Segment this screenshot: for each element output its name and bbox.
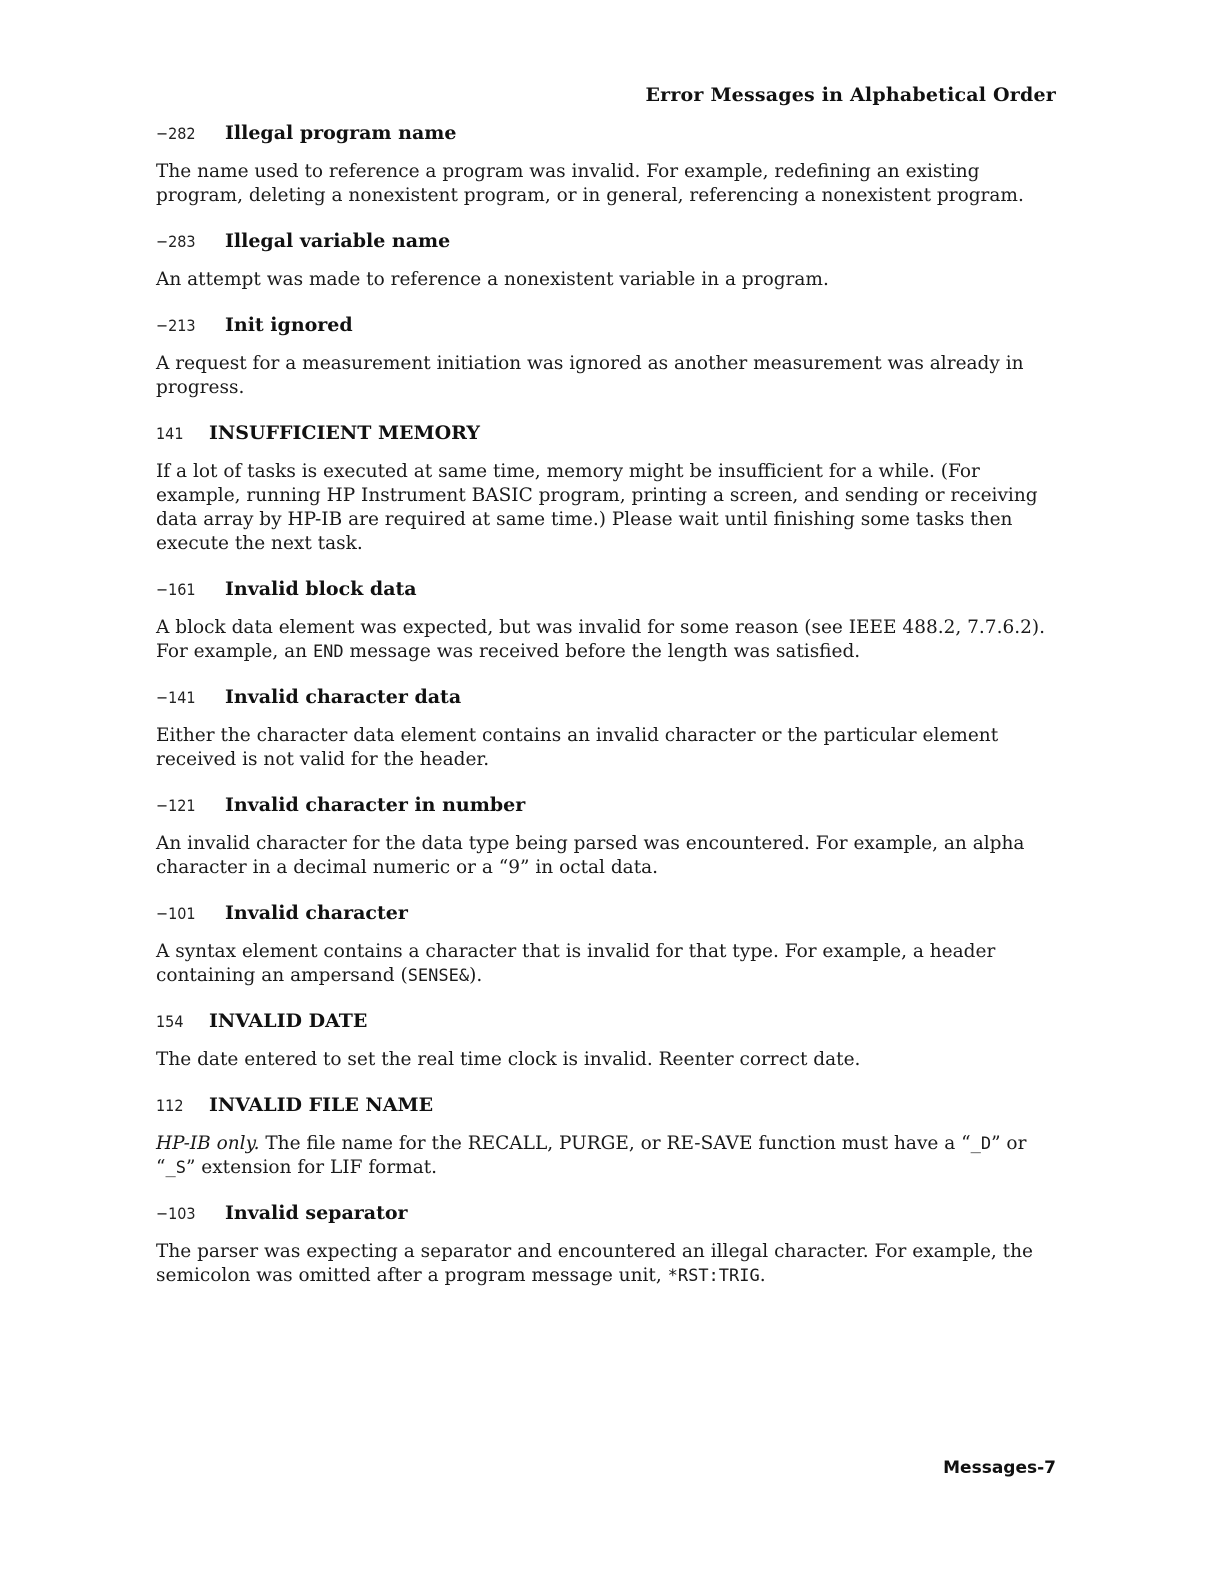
error-entry <box>156 686 1056 772</box>
description-text: A syntax element contains a character that is invalid for that type. For example, a header containing an ampersand ( <box>156 941 996 986</box>
description-text: ” extension for LIF format. <box>185 1157 438 1178</box>
error-entry <box>156 230 1056 292</box>
code-literal: *RST:TRIG <box>667 1266 760 1286</box>
code-literal: END <box>312 642 344 662</box>
hpib-only-note: HP-IB only. <box>156 1133 260 1154</box>
code-literal: _D <box>970 1134 992 1154</box>
error-code: −161 <box>156 580 196 599</box>
error-description: Either the character data element contains an invalid character or the particular element received is not valid for the header. <box>156 725 999 770</box>
description-text: message was received before the length was satisfied. <box>343 641 861 662</box>
error-entry <box>156 1094 1056 1180</box>
error-title: Illegal variable name <box>225 230 451 252</box>
error-description <box>156 616 1056 664</box>
code-literal: _S <box>165 1158 186 1178</box>
error-code: −103 <box>156 1204 196 1223</box>
error-code: −101 <box>156 904 196 923</box>
error-description: An invalid character for the data type being parsed was encountered. For example, an alpha character in a decimal numeric or a “9” in octal data. <box>156 833 1025 878</box>
error-description <box>156 1240 1056 1288</box>
error-title: INVALID FILE NAME <box>209 1094 434 1116</box>
error-code: 112 <box>156 1096 184 1115</box>
page-number: Messages-7 <box>943 1458 1056 1478</box>
error-title: INSUFFICIENT MEMORY <box>209 422 480 444</box>
error-code: 154 <box>156 1012 184 1031</box>
error-entry <box>156 1010 1056 1072</box>
error-description: The date entered to set the real time clock is invalid. Reenter correct date. <box>156 1049 861 1070</box>
error-code: −141 <box>156 688 196 707</box>
error-description: If a lot of tasks is executed at same time, memory might be insufficient for a while. (For example, running HP Instrument BASIC program, printing a screen, and sending or receiving data array by HP-IB are required at same time.) Please wait until finishing some tasks then execute the next task. <box>156 461 1038 554</box>
error-description: An attempt was made to reference a nonexistent variable in a program. <box>156 269 829 290</box>
error-description <box>156 940 1056 988</box>
description-text: ” or “ <box>156 1133 1027 1178</box>
description-text: The parser was expecting a separator and encountered an illegal character. For example, the semicolon was omitted after a program message unit, <box>156 1241 1033 1286</box>
error-description: A request for a measurement initiation was ignored as another measurement was already in progress. <box>156 353 1024 398</box>
error-title: Init ignored <box>225 314 353 336</box>
error-title: Invalid character data <box>225 686 462 708</box>
error-title: INVALID DATE <box>209 1010 368 1032</box>
error-title: Illegal program name <box>225 122 457 144</box>
error-entry <box>156 314 1056 400</box>
error-title: Invalid character in number <box>225 794 526 816</box>
error-title: Invalid block data <box>225 578 417 600</box>
error-entry <box>156 122 1056 208</box>
error-message-list <box>156 122 1056 1310</box>
description-text: A block data element was expected, but was invalid for some reason (see IEEE 488.2, 7.7.6.2). For example, an <box>156 617 1045 662</box>
error-entry <box>156 794 1056 880</box>
description-text: ). <box>469 965 483 986</box>
error-entry <box>156 422 1056 556</box>
error-entry <box>156 902 1056 988</box>
code-literal: SENSE& <box>407 966 470 986</box>
error-description: The name used to reference a program was invalid. For example, redefining an existing program, deleting a nonexistent program, or in general, referencing a nonexistent program. <box>156 161 1024 206</box>
error-code: −121 <box>156 796 196 815</box>
description-text: . <box>759 1265 766 1286</box>
error-code: −282 <box>156 124 196 143</box>
error-title: Invalid separator <box>225 1202 408 1224</box>
page-header-title: Error Messages in Alphabetical Order <box>645 84 1056 106</box>
error-description <box>156 1132 1056 1180</box>
error-code: −213 <box>156 316 196 335</box>
description-text: The file name for the RECALL, PURGE, or RE-SAVE function must have a “ <box>259 1133 971 1154</box>
error-entry <box>156 578 1056 664</box>
error-title: Invalid character <box>225 902 408 924</box>
error-code: 141 <box>156 424 184 443</box>
error-entry <box>156 1202 1056 1288</box>
error-code: −283 <box>156 232 196 251</box>
